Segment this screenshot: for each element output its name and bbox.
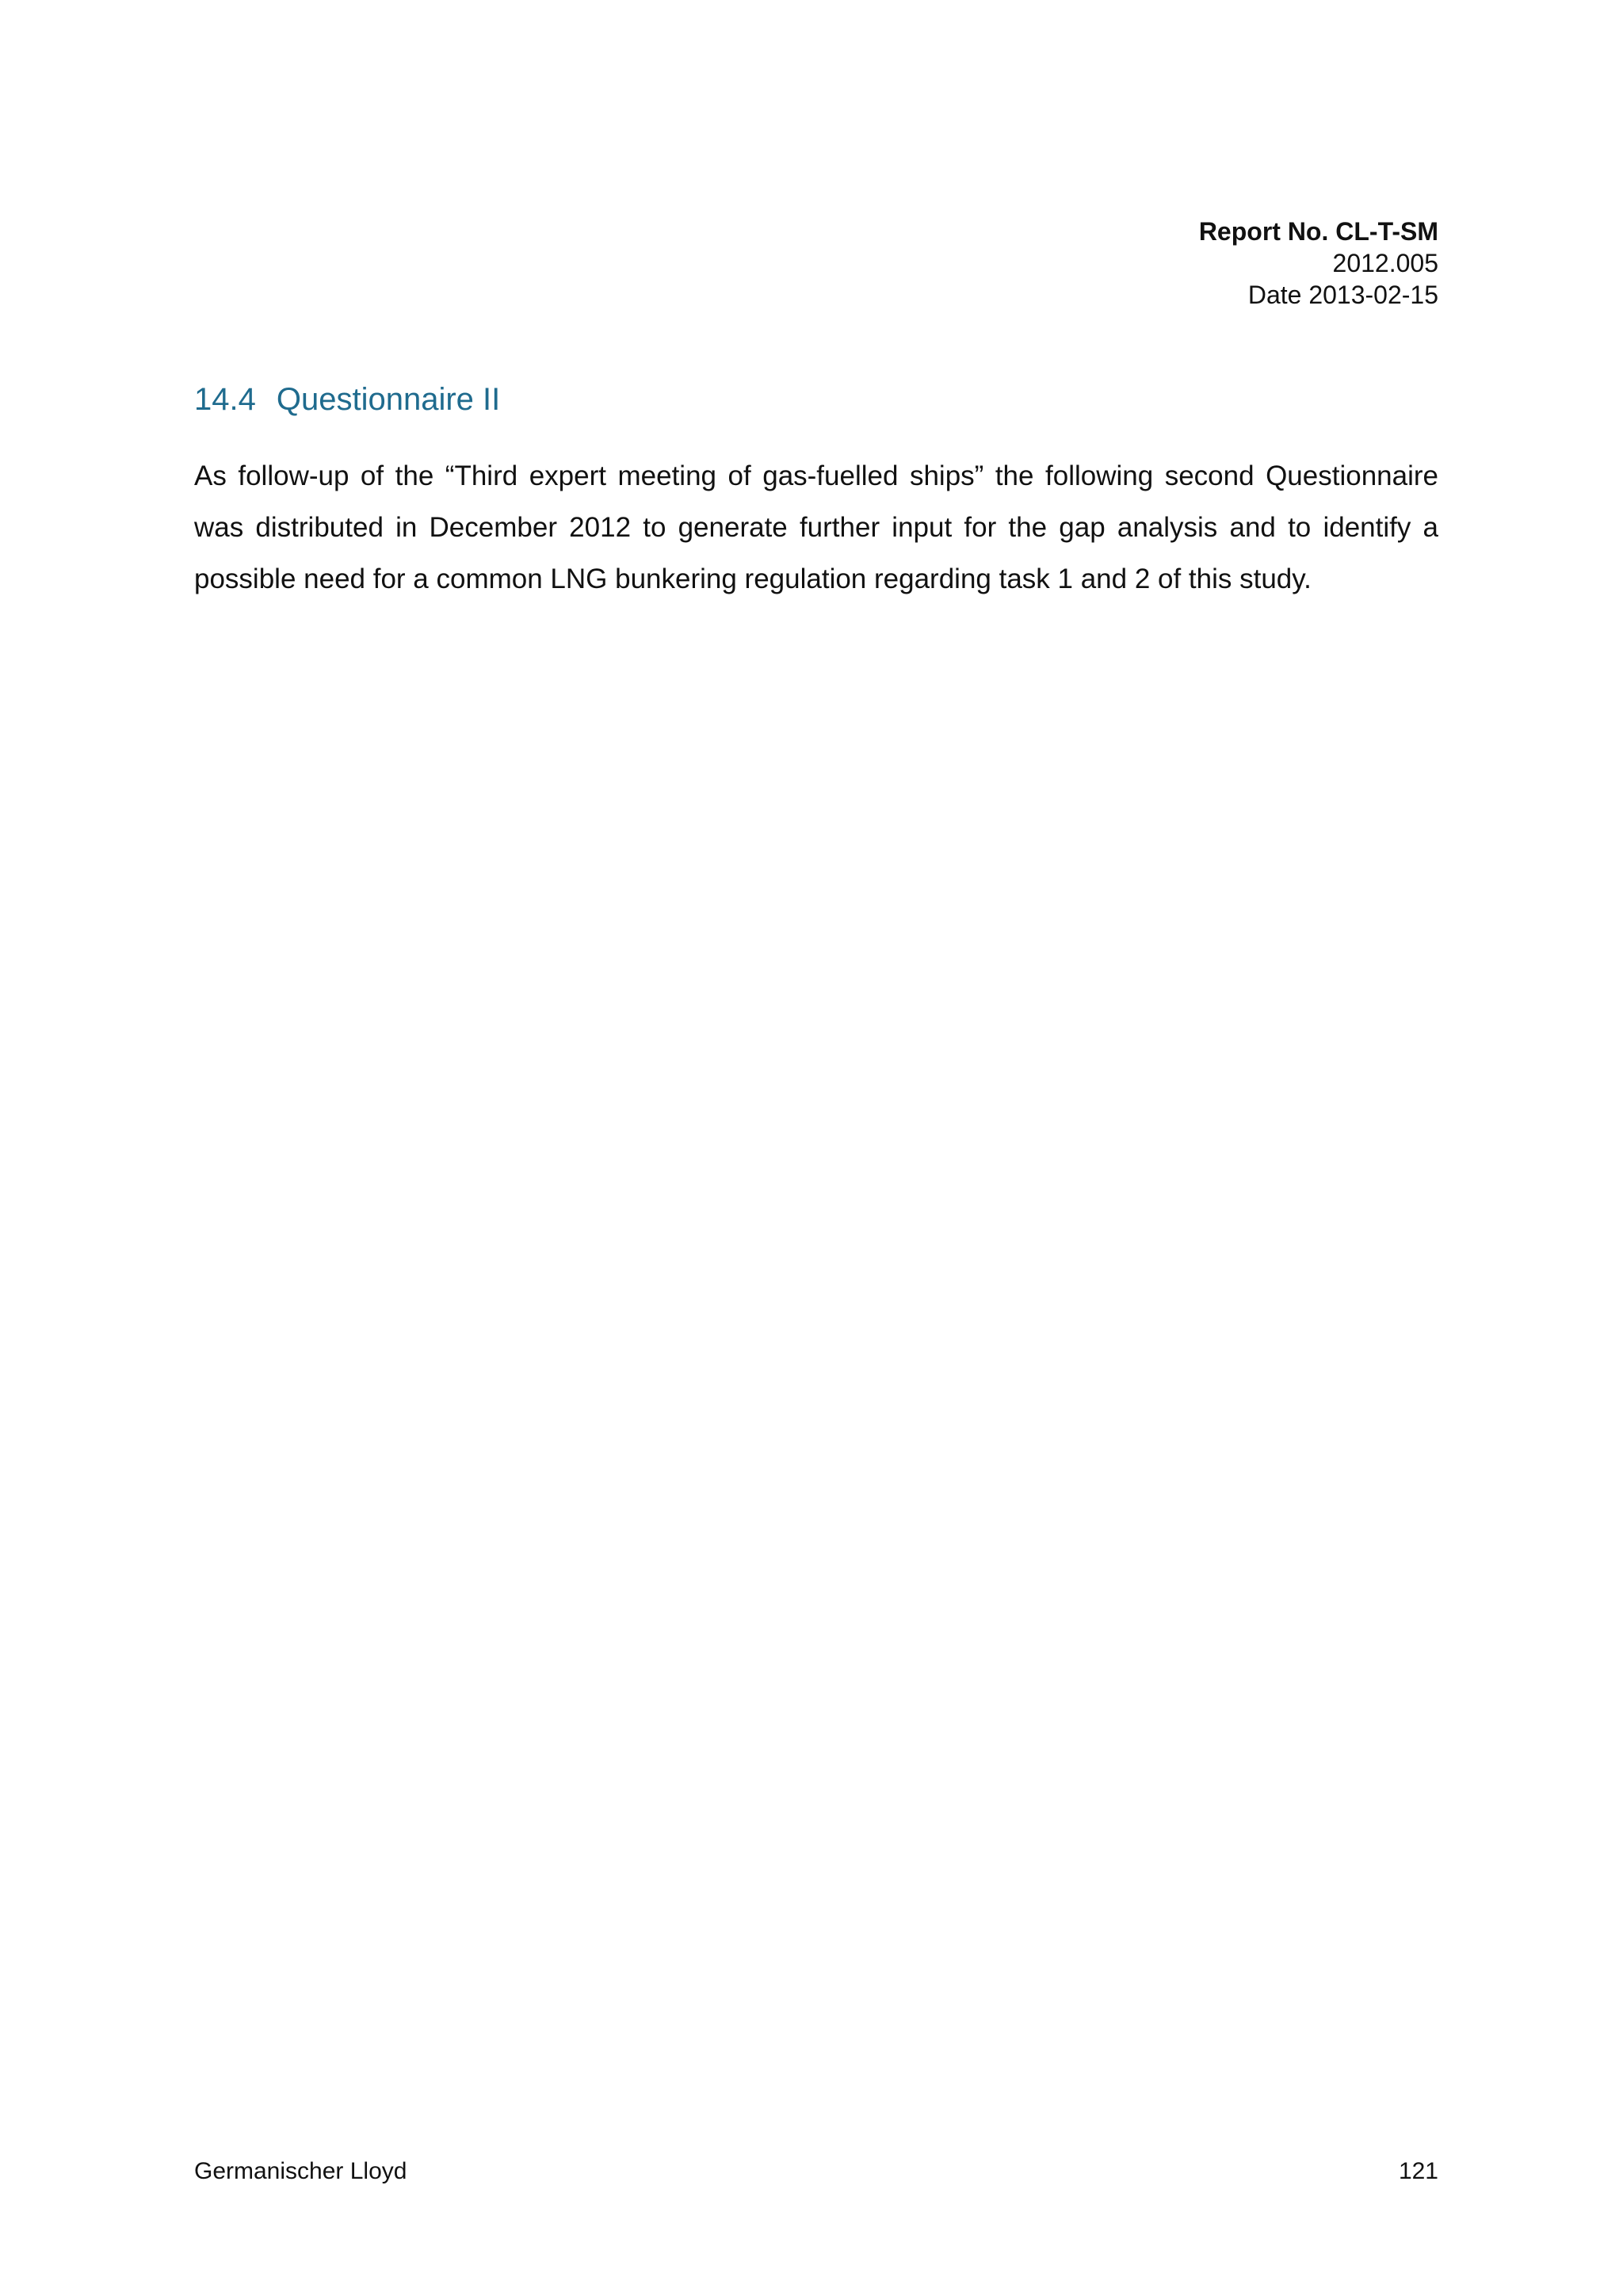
section-title: Questionnaire II [276,382,501,417]
report-number-suffix: 2012.005 [1332,249,1438,277]
report-number: Report No. CL-T-SM [1198,217,1438,246]
body-paragraph: As follow-up of the “Third expert meeting of gas-fuelled ships” the following second Questionnaire was distributed in December 2012 to generate further input for the gap analysis and to identify a possible need for a common LNG bunkering regulation regarding task 1 and 2 of this study. [194,460,1438,594]
report-date: Date 2013-02-15 [1247,281,1438,309]
report-header [1199,216,1438,311]
footer-company: Germanischer Lloyd [194,2158,407,2184]
page-footer [194,2157,1438,2186]
page-number: 121 [1398,2158,1438,2184]
section-heading [194,379,500,420]
section-number: 14.4 [194,382,256,417]
